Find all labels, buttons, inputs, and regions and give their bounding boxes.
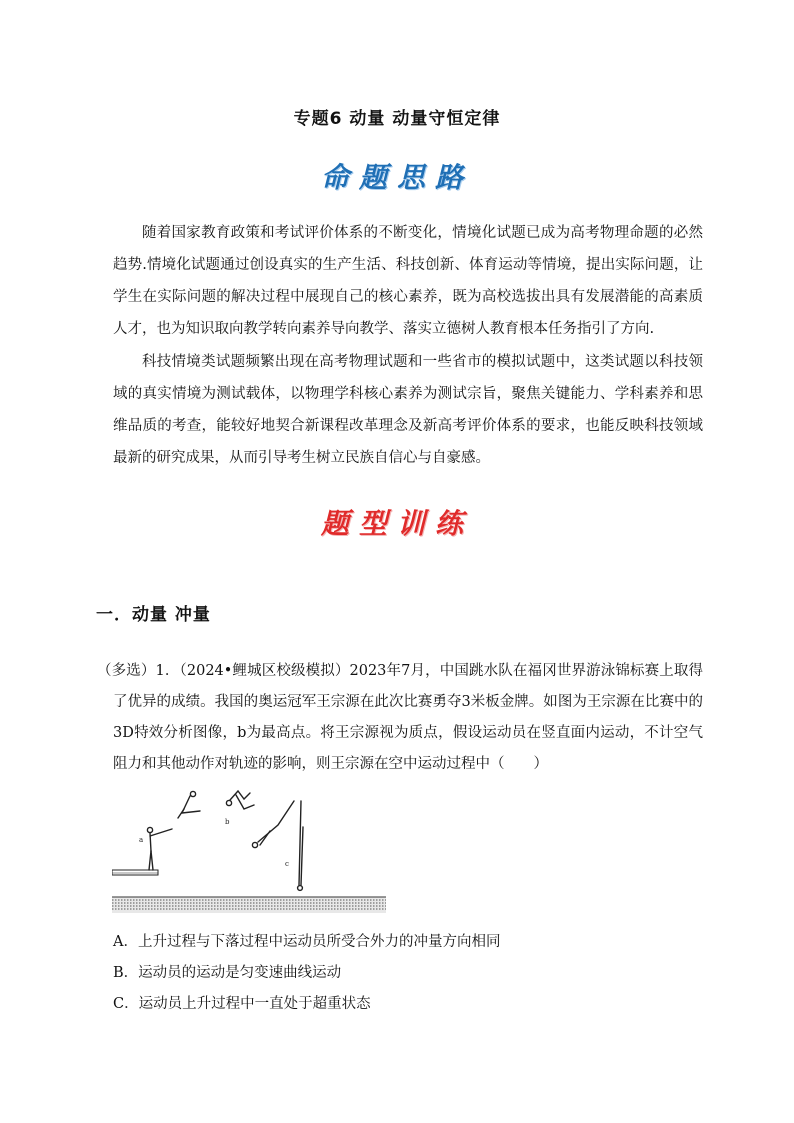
option-a: A．上升过程与下落过程中运动员所受合外力的冲量方向相同 [113,934,501,950]
figure-label-a: a [139,836,144,844]
figure-label-b: b [225,818,230,826]
option-b: B．运动员的运动是匀变速曲线运动 [113,965,342,981]
section-heading: 一．动量 冲量 [96,605,211,625]
diver-tuck-b [226,791,254,809]
question-1-text: （多选）1．（2024•鲤城区校级模拟）2023年7月，中国跳水队在福冈世界游泳锦标赛上取得了优异的成绩。我国的奥运冠军王宗源在此次比赛勇夺3米板金牌。如图为王宗源在比赛中的3D特效分析图像，b为最高点。将王宗源视为质点，假设运动员在竖直面内运动，不计空气阻力和其他动作对轨迹的影响，则王宗源在空中运动过程中（ ） [97,663,703,772]
intro-paragraph-1: 随着国家教育政策和考试评价体系的不断变化，情境化试题已成为高考物理命题的必然趋势.情境化试题通过创设真实的生产生活、科技创新、体育运动等情境，提出实际问题，让学生在实际问题的解决过程中展现自己的核心素养，既为高校选拔出具有发展潜能的高素质人才，也为知识取向教学转向素养导向教学、落实立德树人教育根本任务指引了方向. [113,225,703,337]
diving-figure [112,787,386,913]
springboard [112,870,158,875]
water-surface [112,897,386,913]
question-1-stem [97,656,703,780]
diver-position-c [298,801,303,890]
intro-paragraph-2: 科技情境类试题频繁出现在高考物理试题和一些省市的模拟试题中，这类试题以科技领域的真实情境为测试载体，以物理学科核心素养为测试宗旨，聚焦关键能力、学科素养和思维品质的考查，能较好地契合新课程改革理念及新高考评价体系的要求，也能反映科技领域最新的研究成果，从而引导考生树立民族自信心与自豪感。 [113,354,703,466]
option-c: C．运动员上升过程中一直处于超重状态 [113,996,371,1012]
figure-label-c: c [285,860,289,868]
page-title: 专题6 动量 动量守恒定律 [293,109,501,129]
banner-idea: 命题思路 [320,161,473,194]
banner-training: 题型训练 [320,507,473,540]
diver-pike-1 [178,791,200,818]
diver-descending [252,801,294,848]
diver-position-a [147,827,172,870]
